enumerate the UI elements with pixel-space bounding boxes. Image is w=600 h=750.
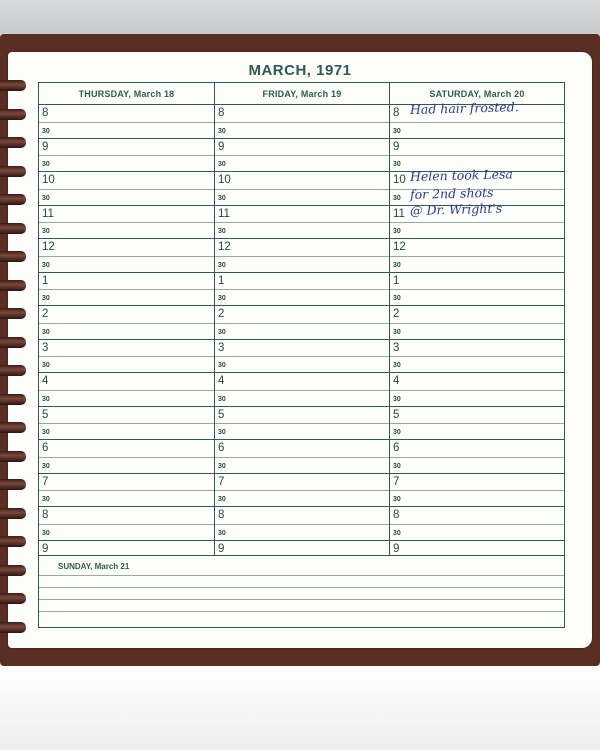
half-hour-label: 30	[42, 328, 50, 336]
binder-ring	[0, 422, 26, 433]
half-hour-label: 30	[42, 261, 50, 269]
hour-slot	[39, 139, 214, 157]
day-column-friday	[214, 83, 389, 555]
half-hour-slot	[39, 223, 214, 239]
writing-line	[39, 587, 564, 588]
hour-label: 12	[218, 241, 231, 253]
hour-slot	[390, 306, 564, 324]
day-column-thursday	[39, 83, 214, 555]
half-hour-label: 30	[393, 362, 401, 369]
hour-label: 8	[42, 509, 49, 521]
day-header: THURSDAY, March 18	[39, 83, 214, 105]
hour-slot	[390, 239, 564, 257]
half-hour-slot	[39, 324, 214, 340]
hour-label: 10	[393, 174, 406, 186]
binder-ring	[0, 622, 26, 633]
hour-label: 8	[218, 107, 225, 119]
half-hour-label: 30	[218, 127, 226, 135]
binder-ring	[0, 394, 26, 405]
hour-label: 10	[218, 174, 231, 186]
half-hour-slot	[215, 324, 389, 340]
hour-label: 3	[393, 341, 400, 354]
half-hour-slot	[39, 424, 214, 440]
half-hour-slot	[39, 123, 214, 139]
half-hour-slot	[215, 424, 389, 440]
half-hour-label: 30	[393, 194, 401, 202]
hour-slot	[390, 340, 564, 358]
hour-slot	[215, 507, 389, 525]
handwritten-note: Had hair frosted.	[409, 99, 519, 117]
writing-line	[39, 575, 564, 576]
hour-label: 8	[42, 107, 49, 119]
half-hour-label: 30	[42, 362, 50, 369]
sunday-header: SUNDAY, March 21	[58, 562, 130, 571]
half-hour-slot	[39, 491, 214, 507]
hour-slot	[215, 239, 389, 257]
writing-line	[39, 599, 564, 600]
half-hour-slot	[215, 223, 389, 239]
half-hour-slot	[215, 156, 389, 172]
half-hour-slot	[39, 257, 214, 273]
half-hour-label: 30	[218, 328, 226, 336]
hour-label: 6	[42, 442, 49, 454]
half-hour-slot	[215, 257, 389, 273]
hour-label: 4	[393, 375, 400, 387]
hour-label: 2	[393, 308, 400, 320]
half-hour-label: 30	[42, 194, 50, 202]
hour-label: 1	[42, 274, 49, 287]
hour-label: 8	[393, 107, 400, 119]
half-hour-label: 30	[42, 429, 50, 436]
binder-ring	[0, 451, 26, 462]
hour-label: 6	[218, 442, 225, 454]
hour-slot	[39, 273, 214, 291]
binder-ring	[0, 337, 26, 348]
half-hour-label: 30	[393, 429, 401, 436]
hour-label: 9	[218, 140, 225, 153]
hour-label: 2	[42, 308, 49, 320]
binder-ring	[0, 223, 26, 234]
binder-ring	[0, 137, 26, 148]
page-title: MARCH, 1971	[248, 62, 352, 79]
hour-slot	[215, 306, 389, 324]
half-hour-slot	[215, 458, 389, 474]
half-hour-slot	[390, 123, 564, 139]
half-hour-label: 30	[393, 529, 401, 537]
hour-slot	[390, 273, 564, 291]
half-hour-label: 30	[42, 529, 50, 537]
hour-label: 9	[393, 140, 400, 153]
half-hour-label: 30	[218, 295, 226, 302]
hour-slot	[390, 407, 564, 425]
binder-ring	[0, 536, 26, 547]
half-hour-slot	[39, 357, 214, 373]
hour-label: 1	[218, 274, 225, 287]
binder-ring	[0, 365, 26, 376]
hour-slot	[215, 105, 389, 123]
hour-label: 11	[393, 207, 405, 220]
binder-ring	[0, 251, 26, 262]
hour-slot	[215, 440, 389, 458]
half-hour-label: 30	[218, 194, 226, 202]
hour-slot	[390, 99, 564, 123]
hour-slot	[390, 440, 564, 458]
half-hour-label: 30	[218, 395, 226, 403]
half-hour-label: 30	[393, 161, 401, 168]
binder-ring	[0, 166, 26, 177]
binder-ring	[0, 565, 26, 576]
hour-slot	[390, 474, 564, 492]
half-hour-slot	[39, 190, 214, 206]
half-hour-label: 30	[218, 362, 226, 369]
half-hour-slot	[390, 525, 564, 541]
half-hour-slot	[390, 391, 564, 407]
hour-label: 9	[42, 140, 49, 153]
day-header: FRIDAY, March 19	[215, 83, 389, 105]
hour-slot	[39, 373, 214, 391]
hour-slot	[39, 440, 214, 458]
hour-slot	[39, 206, 214, 224]
half-hour-slot	[39, 458, 214, 474]
half-hour-slot	[39, 525, 214, 541]
half-hour-slot	[390, 357, 564, 373]
hour-label: 11	[218, 207, 230, 220]
binder-ring	[0, 593, 26, 604]
half-hour-slot	[215, 190, 389, 206]
half-hour-label: 30	[42, 395, 50, 403]
half-hour-slot	[215, 357, 389, 373]
half-hour-slot	[390, 223, 564, 239]
hour-label: 6	[393, 442, 400, 454]
half-hour-slot	[390, 290, 564, 306]
half-hour-label: 30	[393, 127, 401, 135]
half-hour-slot	[390, 458, 564, 474]
hour-slot	[390, 139, 564, 157]
hour-label: 5	[393, 408, 400, 421]
half-hour-label: 30	[218, 496, 226, 503]
hour-slot	[215, 206, 389, 224]
half-hour-slot	[215, 123, 389, 139]
hour-label: 7	[42, 475, 49, 488]
hour-label: 10	[42, 174, 55, 186]
handwritten-note: for 2nd shots	[409, 184, 494, 202]
hour-label: 9	[42, 542, 49, 555]
half-hour-label: 30	[393, 228, 401, 235]
half-hour-slot	[215, 391, 389, 407]
hour-slot	[39, 507, 214, 525]
hour-slot	[215, 273, 389, 291]
hour-label: 9	[218, 542, 225, 555]
half-hour-label: 30	[218, 529, 226, 537]
hour-slot	[39, 340, 214, 358]
hour-label: 3	[218, 341, 225, 354]
half-hour-label: 30	[218, 429, 226, 436]
hour-slot	[215, 474, 389, 492]
hour-label: 5	[218, 408, 225, 421]
hour-label: 2	[218, 308, 225, 320]
hour-slot	[215, 139, 389, 157]
half-hour-slot	[390, 257, 564, 273]
binder-ring	[0, 80, 26, 91]
hour-label: 12	[393, 241, 406, 253]
half-hour-slot	[39, 391, 214, 407]
binder-ring	[0, 479, 26, 490]
day-header: SATURDAY, March 20	[390, 83, 564, 105]
half-hour-slot	[390, 424, 564, 440]
hour-label: 7	[393, 475, 400, 488]
hour-slot	[39, 306, 214, 324]
half-hour-slot	[390, 491, 564, 507]
binder-ring	[0, 280, 26, 291]
half-hour-label: 30	[42, 462, 50, 470]
hour-slot	[39, 474, 214, 492]
hour-slot	[39, 239, 214, 257]
handwritten-note: @ Dr. Wright's	[409, 200, 503, 218]
hour-label: 12	[42, 241, 55, 253]
half-hour-label: 30	[393, 261, 401, 269]
half-hour-slot	[39, 156, 214, 172]
half-hour-label: 30	[393, 462, 401, 470]
hour-label: 8	[393, 509, 400, 521]
hour-slot	[390, 507, 564, 525]
hour-slot	[39, 172, 214, 190]
handwritten-note: Helen took Lesa	[409, 166, 514, 184]
half-hour-label: 30	[42, 228, 50, 235]
half-hour-label: 30	[218, 228, 226, 235]
half-hour-label: 30	[42, 295, 50, 302]
binder-ring	[0, 109, 26, 120]
hour-label: 11	[42, 207, 54, 220]
hour-slot	[215, 373, 389, 391]
half-hour-label: 30	[42, 161, 50, 168]
schedule-grid	[38, 82, 565, 628]
half-hour-slot	[39, 290, 214, 306]
hour-slot	[215, 172, 389, 190]
hour-slot	[39, 105, 214, 123]
hour-label: 9	[393, 542, 400, 555]
half-hour-label: 30	[218, 261, 226, 269]
half-hour-slot	[215, 491, 389, 507]
half-hour-label: 30	[42, 496, 50, 503]
half-hour-label: 30	[393, 496, 401, 503]
hour-slot	[215, 407, 389, 425]
binder-ring	[0, 308, 26, 319]
half-hour-label: 30	[393, 295, 401, 302]
half-hour-slot	[215, 290, 389, 306]
half-hour-slot	[390, 324, 564, 340]
day-column-saturday	[389, 83, 564, 555]
writing-line	[39, 611, 564, 612]
half-hour-label: 30	[218, 161, 226, 168]
hour-slot	[215, 340, 389, 358]
sunday-section	[39, 555, 564, 627]
hour-label: 3	[42, 341, 49, 354]
hour-label: 7	[218, 475, 225, 488]
half-hour-label: 30	[393, 328, 401, 336]
hour-label: 4	[218, 375, 225, 387]
hour-slot	[39, 407, 214, 425]
hour-label: 1	[393, 274, 400, 287]
half-hour-slot	[215, 525, 389, 541]
hour-label: 5	[42, 408, 49, 421]
binder-ring	[0, 508, 26, 519]
half-hour-label: 30	[393, 395, 401, 403]
half-hour-label: 30	[42, 127, 50, 135]
half-hour-label: 30	[218, 462, 226, 470]
hour-label: 4	[42, 375, 49, 387]
binder-ring	[0, 194, 26, 205]
hour-slot	[390, 373, 564, 391]
hour-slot	[390, 200, 564, 224]
hour-label: 8	[218, 509, 225, 521]
